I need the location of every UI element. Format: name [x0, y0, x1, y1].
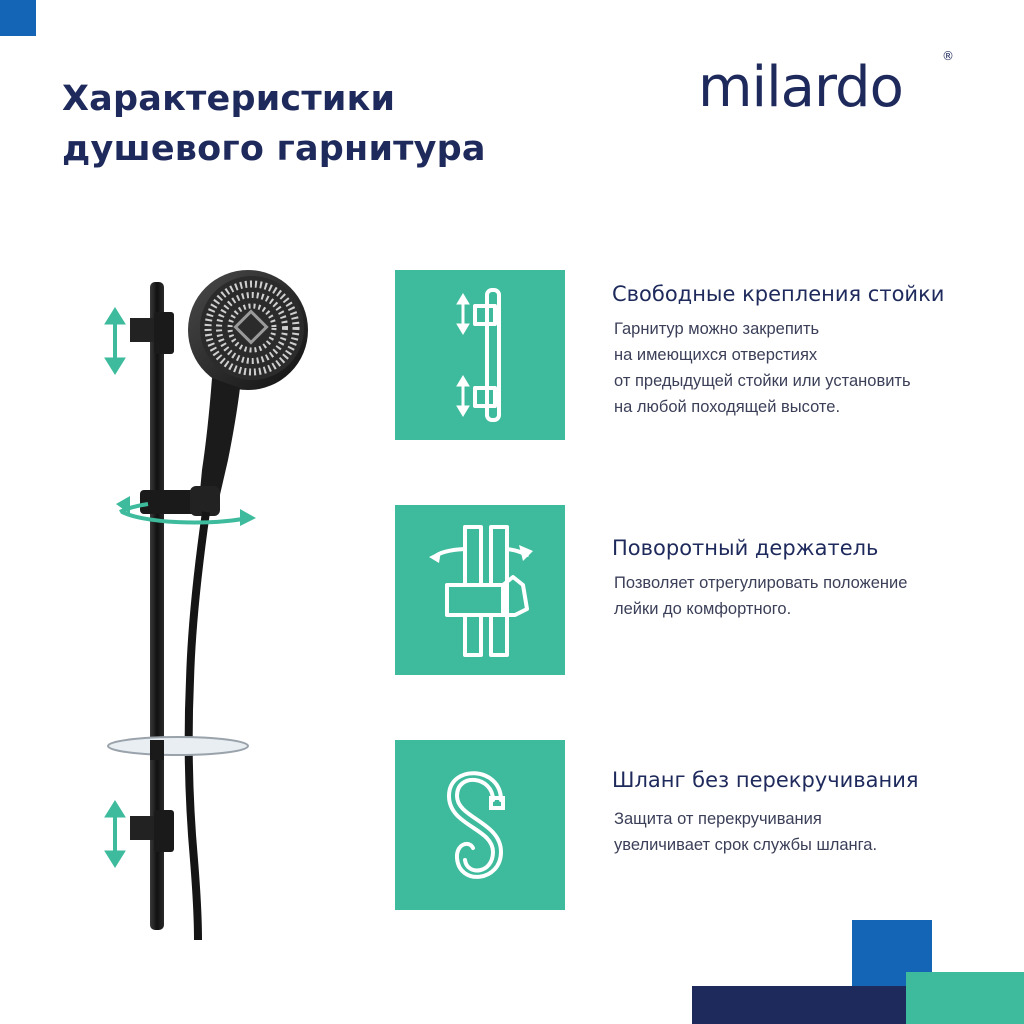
feature-icon-box-mount — [395, 270, 565, 440]
brand-name: milardo — [698, 55, 903, 120]
registered-mark: ® — [942, 49, 954, 63]
corner-square-decoration — [0, 0, 36, 36]
soap-dish — [108, 737, 248, 760]
feature-title-holder: Поворотный держатель — [612, 536, 879, 560]
feature-icon-box-hose — [395, 740, 565, 910]
feature-title-hose: Шланг без перекручивания — [612, 768, 919, 792]
deco-teal-block — [906, 972, 1024, 1024]
shower-hose — [189, 512, 206, 940]
feature-text-holder: Позволяет отрегулировать положение лейки до комфортного. — [614, 574, 908, 618]
page-title-line-1: Характеристики — [62, 79, 396, 119]
brand-logo — [698, 48, 954, 128]
shower-set-illustration — [90, 250, 390, 950]
hose-icon — [395, 740, 565, 910]
adjustable-mount-icon — [395, 270, 565, 440]
feature-text-mount: Гарнитур можно закрепить на имеющихся отверстиях от предыдущей стойки или установить на любой походящей высоте. — [614, 320, 911, 416]
rotating-holder-icon — [395, 505, 565, 675]
page-title — [62, 74, 486, 174]
vertical-adjust-arrow-bottom — [105, 801, 125, 867]
hand-shower-head — [188, 270, 308, 390]
feature-title-mount: Свободные крепления стойки — [612, 282, 945, 306]
page-title-line-2: душевого гарнитура — [62, 129, 486, 169]
feature-icon-box-holder — [395, 505, 565, 675]
vertical-adjust-arrow-top — [105, 308, 125, 374]
rotating-holder — [140, 486, 220, 516]
feature-text-hose: Защита от перекручивания увеличивает срок службы шланга. — [614, 810, 878, 854]
